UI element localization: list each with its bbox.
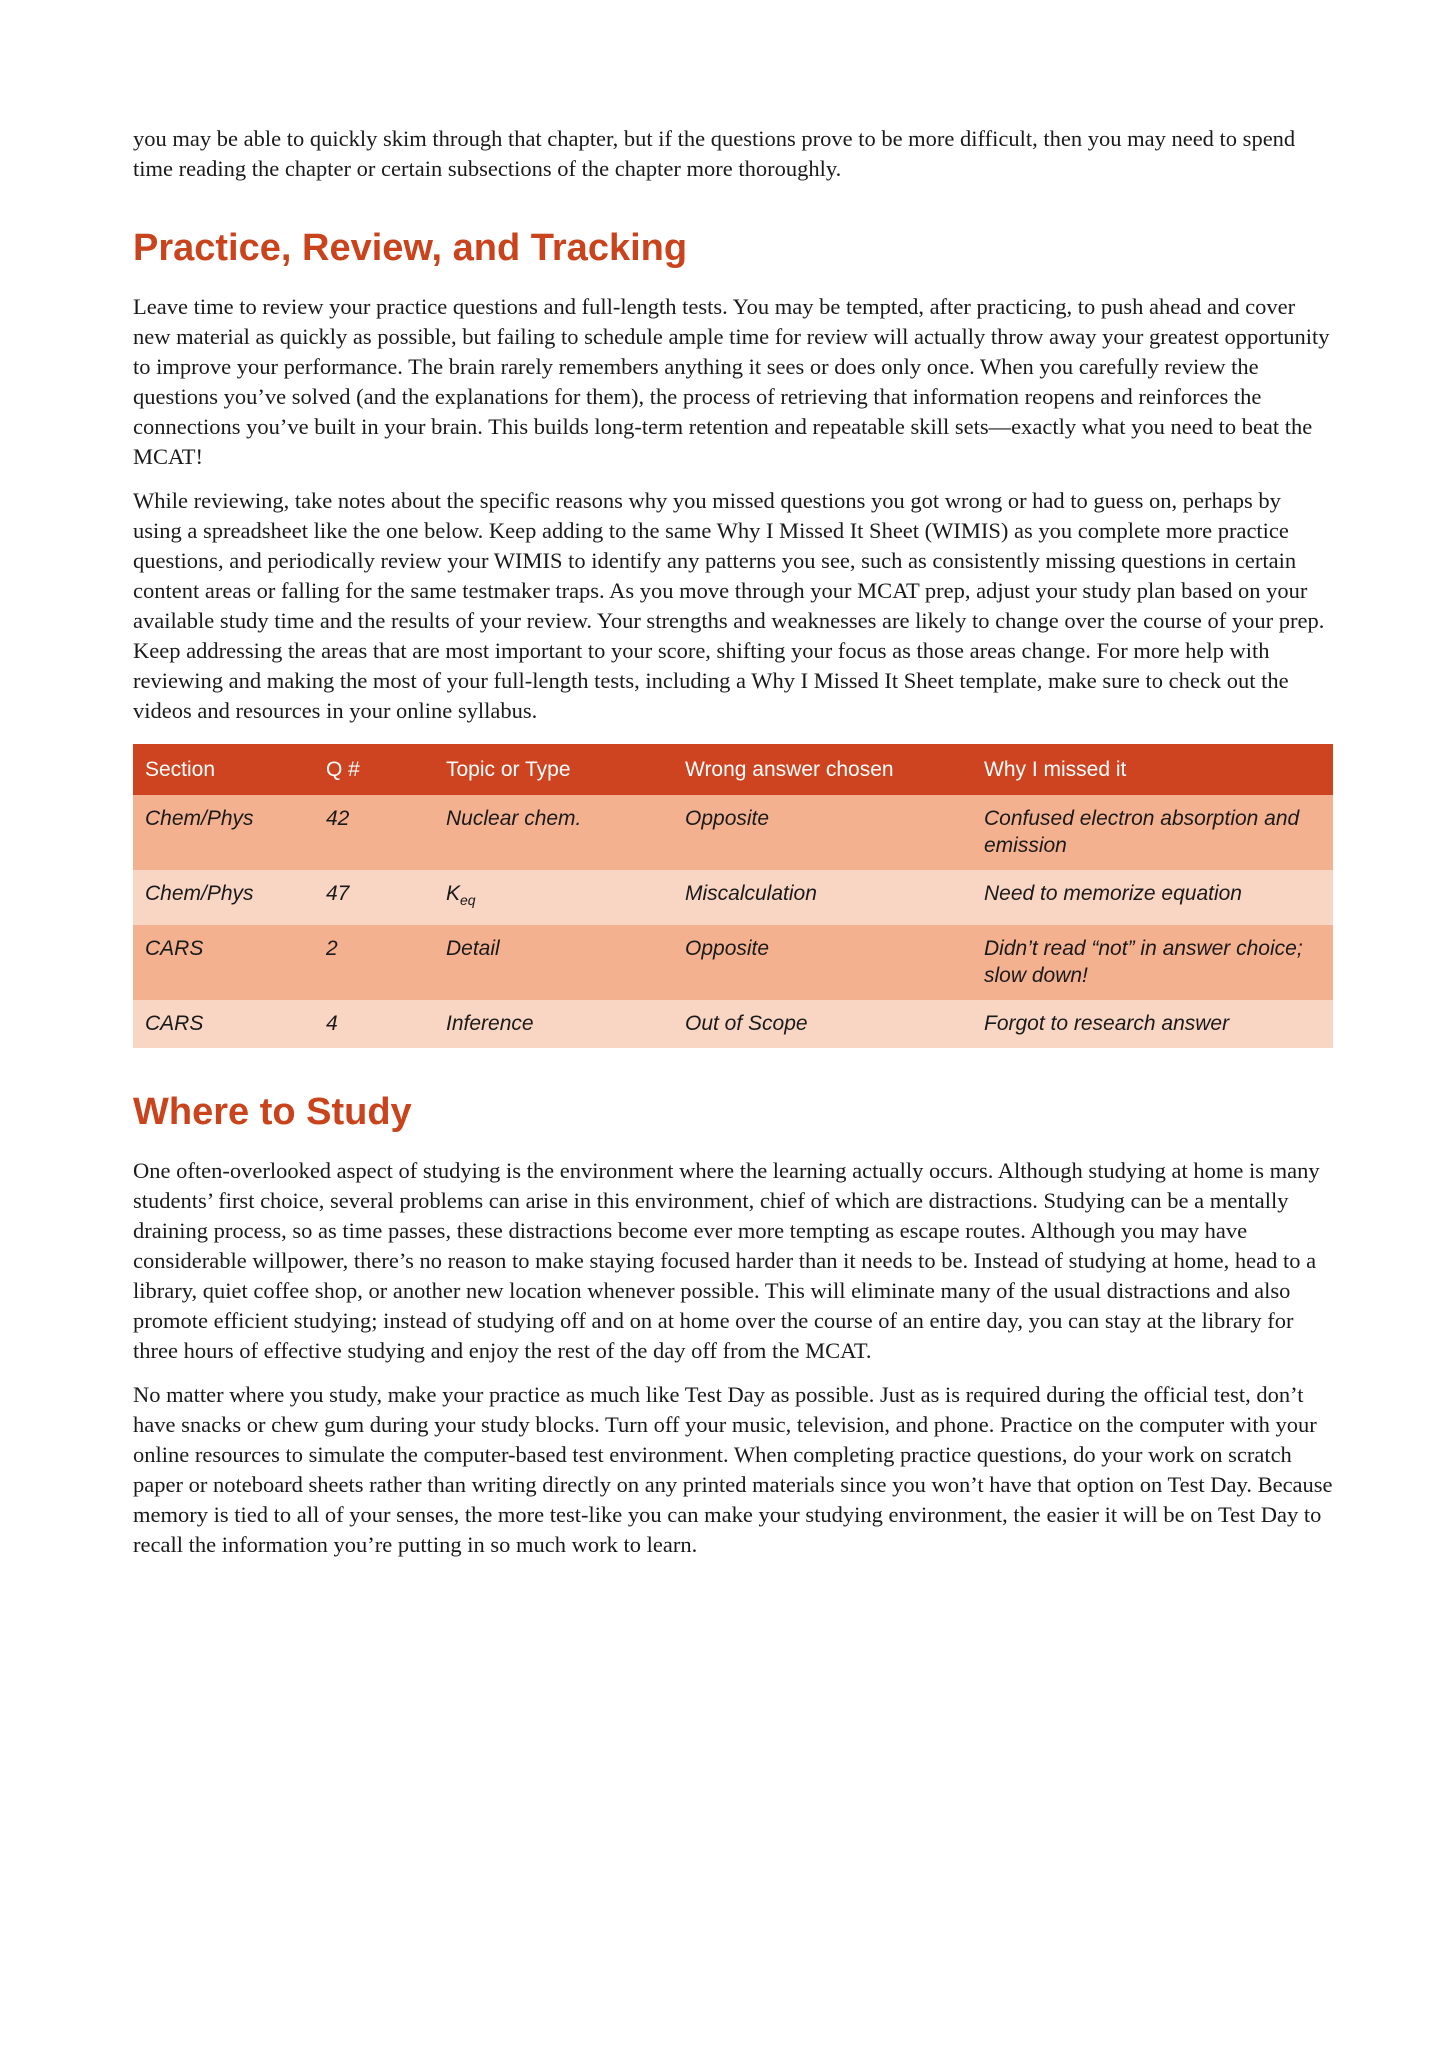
table-row <box>133 1000 1333 1048</box>
cell-section: Chem/Phys <box>133 795 314 870</box>
intro-paragraph: you may be able to quickly skim through that chapter, but if the questions prove to be more difficult, then you may need to spend time reading the chapter or certain subsections of the chapter more thoroughly. <box>133 126 1296 181</box>
cell-wrong: Opposite <box>673 925 972 1000</box>
header-topic: Topic or Type <box>434 744 673 795</box>
cell-wrong: Opposite <box>673 795 972 870</box>
cell-topic <box>434 925 673 1000</box>
practice-heading: Practice, Review, and Tracking <box>133 227 688 269</box>
topic-text: Inference <box>446 1012 534 1035</box>
cell-wrong: Miscalculation <box>673 870 972 925</box>
table-row <box>133 870 1333 925</box>
cell-why: Didn’t read “not” in answer choice; slow down! <box>972 925 1333 1000</box>
where-heading: Where to Study <box>133 1091 412 1133</box>
cell-topic <box>434 870 673 925</box>
where-paragraph-1: One often-overlooked aspect of studying is the environment where the learning actually occurs. Although studying at home is many students’ first choice, several problems can arise in this environment, chief of which are distractions. Studying can be a mentally draining process, so as time passes, these distractions become ever more tempting as escape routes. Although you may have considerable willpower, there’s no reason to make staying focused harder than it needs to be. Instead of studying at home, head to a library, quiet coffee shop, or another new location whenever possible. This will eliminate many of the usual distractions and also promote efficient studying; instead of studying off and on at home over the course of an entire day, you can stay at the library for three hours of effective studying and enjoy the rest of the day off from the MCAT. <box>133 1158 1320 1363</box>
table-row <box>133 795 1333 870</box>
header-why-missed: Why I missed it <box>972 744 1333 795</box>
cell-why: Need to memorize equation <box>972 870 1333 925</box>
cell-section: CARS <box>133 1000 314 1048</box>
where-paragraph-2: No matter where you study, make your practice as much like Test Day as possible. Just as is required during the official test, don’t have snacks or chew gum during your study blocks. Turn off your music, television, and phone. Practice on the computer with your online resources to simulate the computer-based test environment. When completing practice questions, do your work on scratch paper or noteboard sheets rather than writing directly on any printed materials since you won’t have that option on Test Day. Because memory is tied to all of your senses, the more test-like you can make your studying environment, the easier it will be on Test Day to recall the information you’re putting in so much work to learn. <box>133 1382 1333 1557</box>
cell-section: Chem/Phys <box>133 870 314 925</box>
cell-q: 42 <box>314 795 434 870</box>
topic-text: Nuclear chem. <box>446 807 582 830</box>
cell-why: Confused electron absorption and emission <box>972 795 1333 870</box>
header-question-number: Q # <box>314 744 434 795</box>
topic-subscript: eq <box>460 892 476 908</box>
topic-text: K <box>446 882 461 905</box>
document-page <box>133 124 1333 1560</box>
cell-section: CARS <box>133 925 314 1000</box>
table-row <box>133 925 1333 1000</box>
cell-q: 47 <box>314 870 434 925</box>
header-wrong-answer: Wrong answer chosen <box>673 744 972 795</box>
wimis-table <box>133 744 1333 1048</box>
cell-topic <box>434 795 673 870</box>
table-header-row <box>133 744 1333 795</box>
cell-q: 2 <box>314 925 434 1000</box>
header-section: Section <box>133 744 314 795</box>
cell-topic <box>434 1000 673 1048</box>
topic-text: Detail <box>446 937 500 960</box>
cell-q: 4 <box>314 1000 434 1048</box>
cell-wrong: Out of Scope <box>673 1000 972 1048</box>
practice-paragraph-2: While reviewing, take notes about the specific reasons why you missed questions you got wrong or had to guess on, perhaps by using a spreadsheet like the one below. Keep adding to the same Why I Missed It Sheet (WIMIS) as you complete more practice questions, and periodically review your WIMIS to identify any patterns you see, such as consistently missing questions in certain content areas or falling for the same testmaker traps. As you move through your MCAT prep, adjust your study plan based on your available study time and the results of your review. Your strengths and weaknesses are likely to change over the course of your prep. Keep addressing the areas that are most important to your score, shifting your focus as those areas change. For more help with reviewing and making the most of your full-length tests, including a Why I Missed It Sheet template, make sure to check out the videos and resources in your online syllabus. <box>133 488 1325 723</box>
practice-paragraph-1: Leave time to review your practice questions and full-length tests. You may be tempted, after practicing, to push ahead and cover new material as quickly as possible, but failing to schedule ample time for review will actually throw away your greatest opportunity to improve your performance. The brain rarely remembers anything it sees or does only once. When you carefully review the questions you’ve solved (and the explanations for them), the process of retrieving that information reopens and reinforces the connections you’ve built in your brain. This builds long-term retention and repeatable skill sets—exactly what you need to beat the MCAT! <box>133 294 1330 469</box>
cell-why: Forgot to research answer <box>972 1000 1333 1048</box>
